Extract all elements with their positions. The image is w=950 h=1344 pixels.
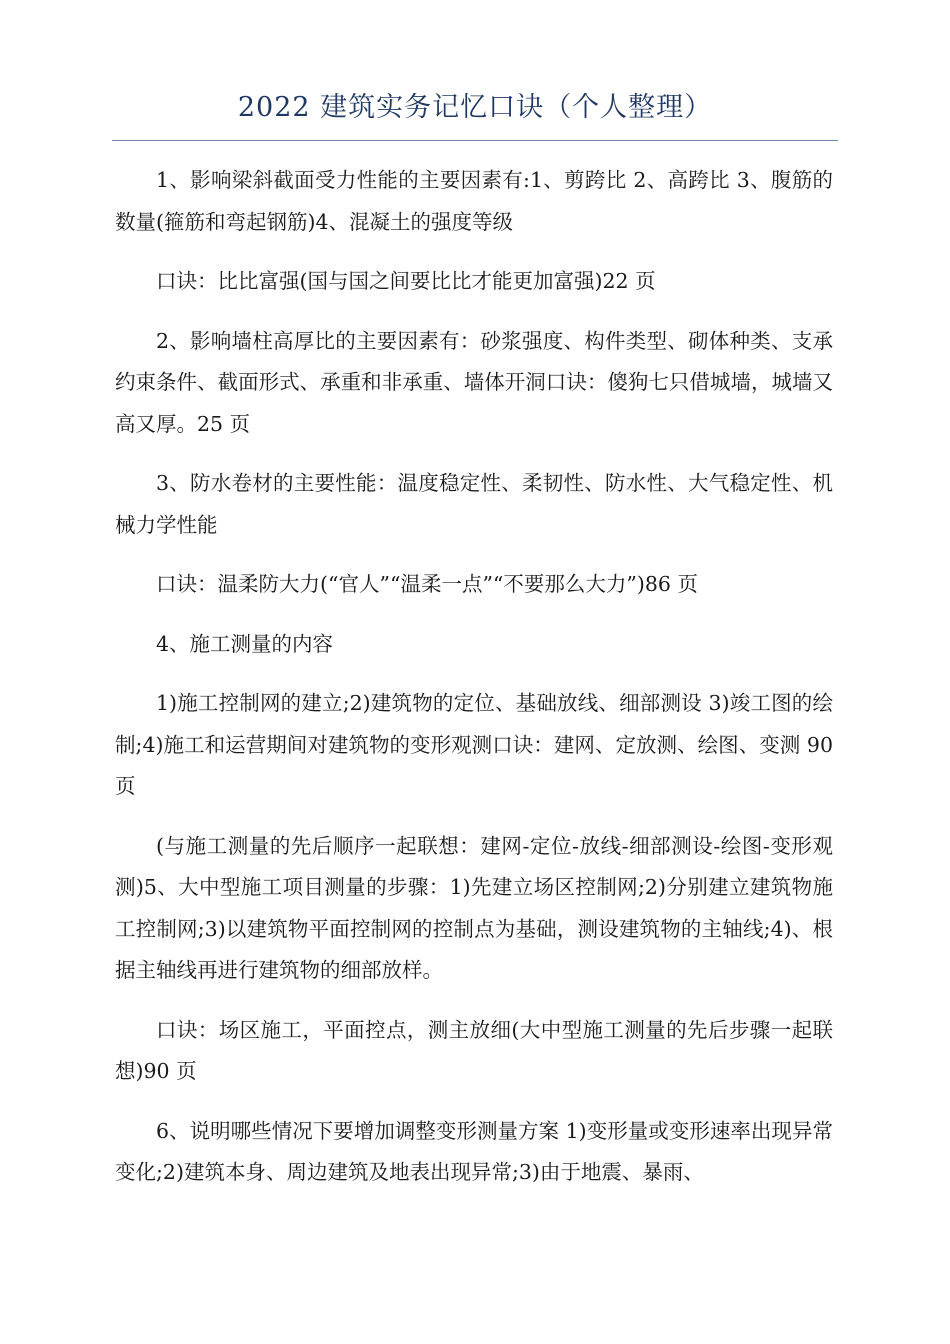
title-divider [112, 140, 838, 141]
paragraph-1: 1、影响梁斜截面受力性能的主要因素有:1、剪跨比 2、高跨比 3、腹筋的数量(箍筋和弯起钢筋)4、混凝土的强度等级 [115, 168, 833, 234]
paragraph-7: 1)施工控制网的建立;2)建筑物的定位、基础放线、细部测设 3)竣工图的绘制;4)施工和运营期间对建筑物的变形观测口诀：建网、定放测、绘图、变测 90 页 [115, 691, 833, 798]
document-body [115, 160, 833, 1212]
paragraph-6-heading: 4、施工测量的内容 [156, 631, 334, 656]
paragraph-4: 3、防水卷材的主要性能：温度稳定性、柔韧性、防水性、大气稳定性、机械力学性能 [115, 471, 833, 537]
paragraph-3: 2、影响墙柱高厚比的主要因素有：砂浆强度、构件类型、砌体种类、支承约束条件、截面形式、承重和非承重、墙体开洞口诀：傻狗七只借城墙，城墙又高又厚。25 页 [115, 328, 833, 436]
paragraph-10: 6、说明哪些情况下要增加调整变形测量方案 1)变形量或变形速率出现异常变化;2)建筑本身、周边建筑及地表出现异常;3)由于地震、暴雨、 [115, 1118, 833, 1184]
paragraph-8: (与施工测量的先后顺序一起联想：建网-定位-放线-细部测设-绘图-变形观测)5、大中型施工项目测量的步骤：1)先建立场区控制网;2)分别建立建筑物施工控制网;3)以建筑物平面控制网的控制点为基础，测设建筑物的主轴线;4)、根据主轴线再进行建筑物的细部放样。 [115, 833, 833, 982]
document-title: 2022 建筑实务记忆口诀（个人整理） [237, 92, 713, 123]
paragraph-5-mnemonic: 口诀：温柔防大力(“官人”“温柔一点”“不要那么大力”)86 页 [156, 572, 698, 596]
paragraph-2-mnemonic: 口诀：比比富强(国与国之间要比比才能更加富强)22 页 [156, 269, 656, 293]
paragraph-9-mnemonic: 口诀：场区施工，平面控点，测主放细(大中型施工测量的先后步骤一起联想)90 页 [115, 1017, 833, 1083]
